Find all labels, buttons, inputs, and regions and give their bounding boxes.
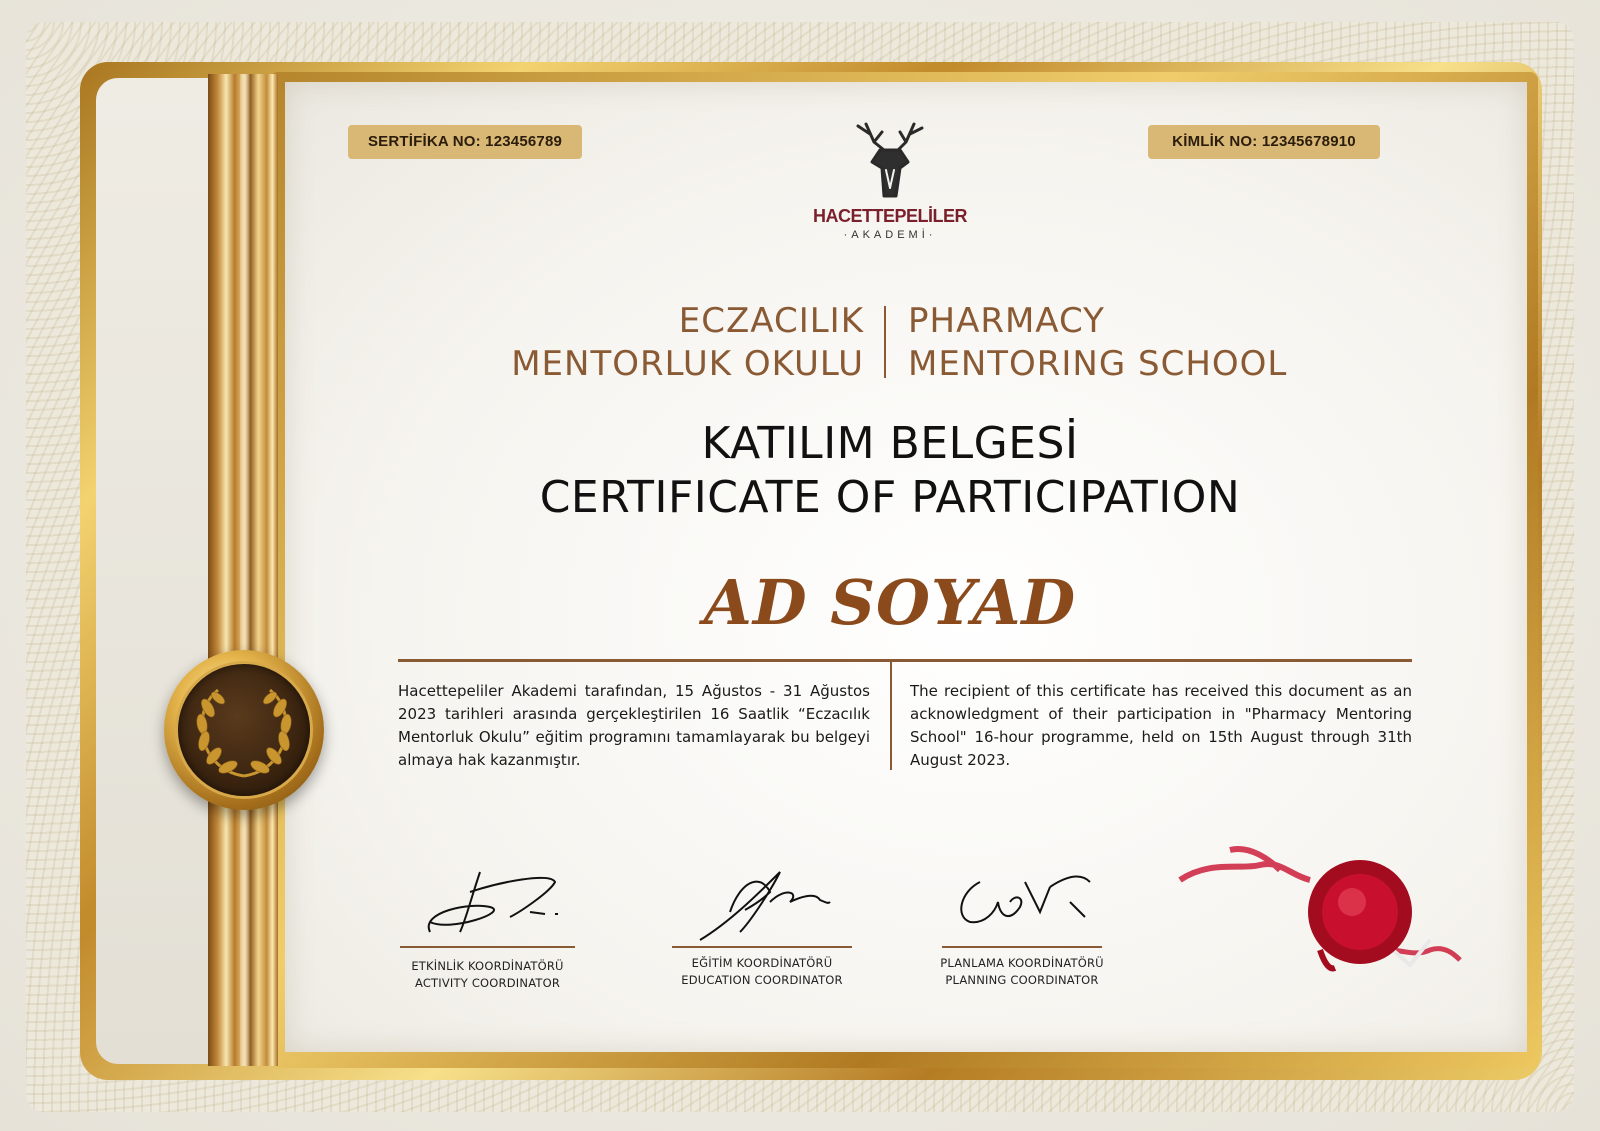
activity-coordinator-label: [390, 958, 585, 992]
role-tr: EĞİTİM KOORDİNATÖRÜ: [691, 956, 833, 970]
signature-line-activity: [400, 946, 575, 948]
school-en-line-2: MENTORING SCHOOL: [908, 344, 1288, 384]
school-tr-line-2: MENTORLUK OKULU: [511, 344, 864, 384]
signature-line-education: [672, 946, 852, 948]
id-number-badge: KİMLİK NO: 12345678910: [1148, 125, 1380, 159]
role-en: EDUCATION COORDINATOR: [681, 973, 843, 987]
logo-name: HACETTEPELİLER: [812, 206, 967, 226]
planning-coordinator-label: [922, 955, 1122, 989]
education-coordinator-label: [662, 955, 862, 989]
role-en: PLANNING COORDINATOR: [945, 973, 1099, 987]
school-tr-line-1: ECZACILIK: [678, 301, 864, 341]
academy-logo: [810, 112, 970, 252]
recipient-name: AD SOYAD: [703, 566, 1077, 639]
title-turkish: KATILIM BELGESİ: [701, 418, 1079, 469]
deer-head-icon: [810, 112, 970, 207]
description-english: The recipient of this certificate has received this document as an acknowledgment of their participation in "Pharmacy Mentoring School" 16-hour programme, held on 15th August through 31th August 2023.: [910, 682, 1412, 769]
vertical-divider: [890, 662, 892, 770]
signature-activity: [410, 862, 570, 942]
certificate-number-badge: SERTİFİKA NO: 123456789: [348, 125, 582, 159]
role-tr: ETKİNLİK KOORDİNATÖRÜ: [411, 959, 564, 973]
laurel-wreath-icon: [178, 664, 310, 796]
ribbon-highlight: [240, 74, 250, 1066]
wax-seal-icon: [1170, 840, 1470, 990]
horizontal-rule: [398, 659, 1412, 662]
signature-line-planning: [942, 946, 1102, 948]
school-divider: [884, 306, 886, 378]
description-turkish: Hacettepeliler Akademi tarafından, 15 Ağustos - 31 Ağustos 2023 tarihleri arasında gerçekleştirilen 16 Saatlik “Eczacılık Mentorluk Okulu” eğitim programını tamamlayarak bu belgeyi almaya hak kazanmıştır.: [398, 682, 870, 769]
school-name-turkish: [480, 300, 864, 386]
logo-subtitle: ·AKADEMİ·: [843, 229, 937, 241]
school-name-english: [908, 300, 1298, 386]
role-en: ACTIVITY COORDINATOR: [414, 976, 561, 990]
title-english: CERTIFICATE OF PARTICIPATION: [539, 472, 1241, 523]
school-en-line-1: PHARMACY: [908, 301, 1105, 341]
signature-education: [690, 862, 840, 942]
signature-planning: [950, 862, 1100, 942]
role-tr: PLANLAMA KOORDİNATÖRÜ: [940, 956, 1104, 970]
